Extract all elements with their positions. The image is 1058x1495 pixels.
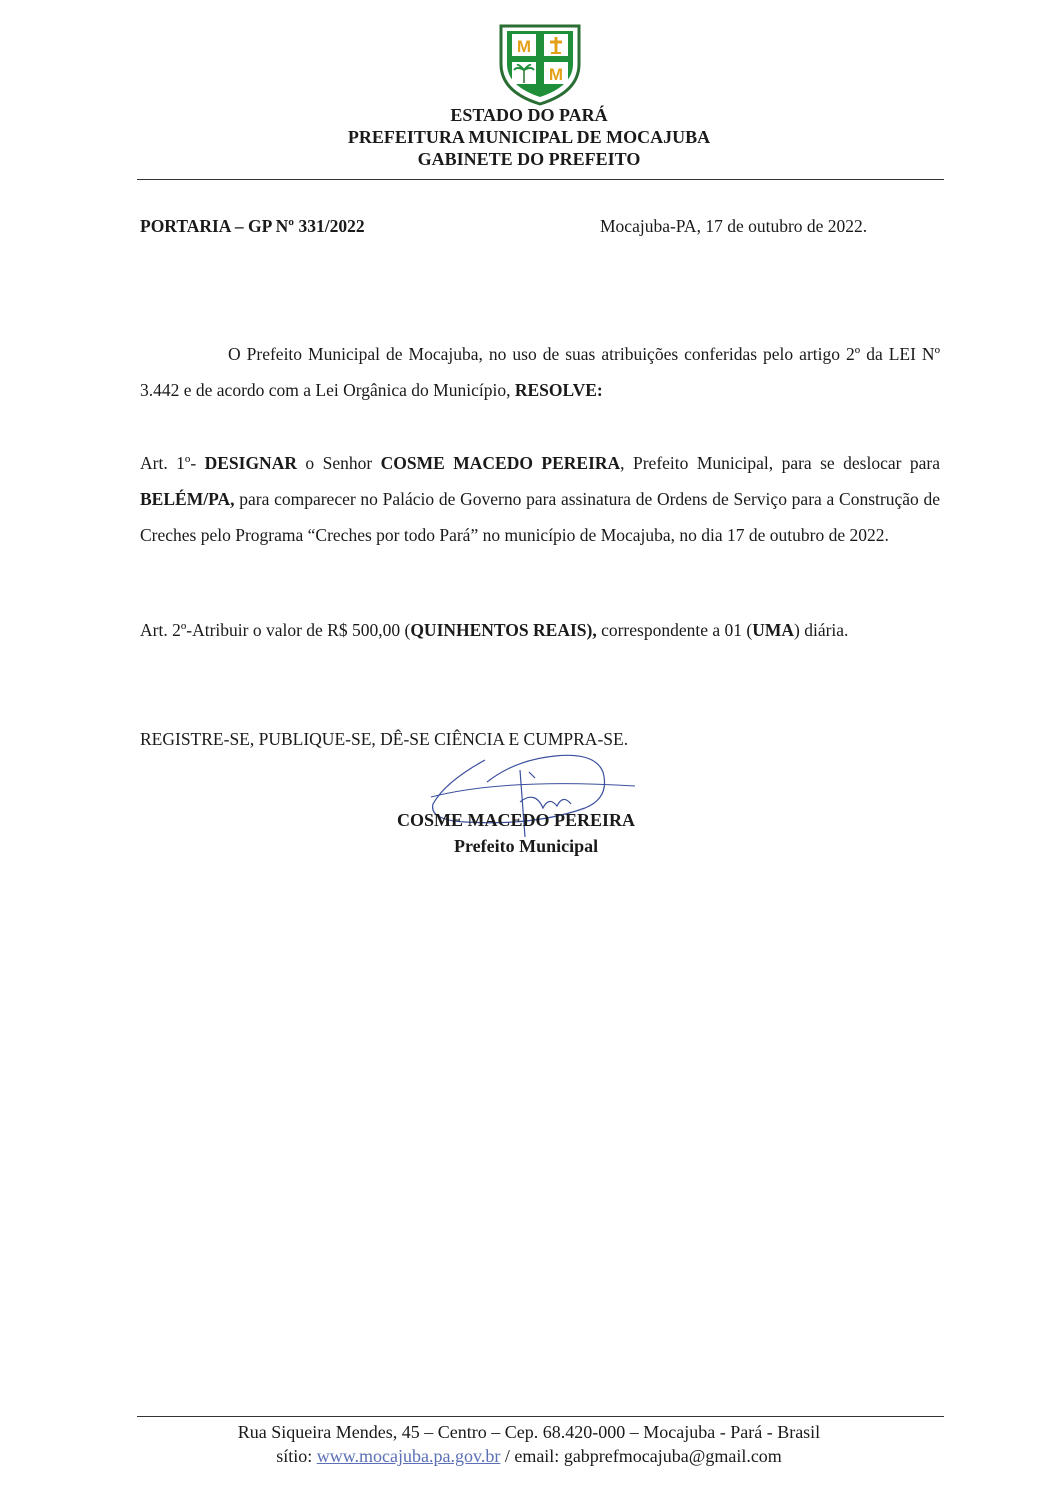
document-header	[0, 104, 1058, 170]
footer-contact	[0, 1446, 1058, 1467]
art2-qty: UMA	[752, 620, 794, 640]
footer-divider	[137, 1416, 944, 1417]
art1-prefix: Art. 1º-	[140, 453, 205, 473]
crest-letter-top: M	[516, 37, 532, 56]
header-prefecture: PREFEITURA MUNICIPAL DE MOCAJUBA	[347, 127, 711, 147]
footer-site-label: sítio:	[276, 1446, 317, 1466]
header-office: GABINETE DO PREFEITO	[417, 149, 641, 169]
art1-text-2: , Prefeito Municipal, para se deslocar para	[620, 453, 940, 473]
footer-email-label: / email:	[500, 1446, 564, 1466]
portaria-date: Mocajuba-PA, 17 de outubro de 2022.	[600, 216, 868, 236]
preamble-paragraph	[140, 336, 940, 408]
preamble-resolve: RESOLVE:	[514, 380, 603, 400]
art1-text-1: o Senhor	[296, 453, 381, 473]
article-2-paragraph	[140, 612, 940, 648]
footer-site-link[interactable]: www.mocajuba.pa.gov.br	[316, 1446, 501, 1466]
footer-address: Rua Siqueira Mendes, 45 – Centro – Cep. 68.420-000 – Mocajuba - Pará - Brasil	[237, 1422, 821, 1442]
footer-email: gabprefmocajuba@gmail.com	[563, 1446, 782, 1466]
header-state: ESTADO DO PARÁ	[450, 105, 608, 125]
article-1-paragraph	[140, 445, 940, 553]
header-divider	[137, 179, 944, 180]
art2-text-1: Art. 2º-Atribuir o valor de R$ 500,00 (	[140, 620, 411, 640]
signatory-name: COSME MACEDO PEREIRA	[397, 810, 636, 830]
municipal-crest-logo	[497, 20, 583, 106]
art1-verb: DESIGNAR	[204, 453, 297, 473]
art1-place: BELÉM/PA,	[140, 489, 235, 509]
portaria-number: PORTARIA – GP Nº 331/2022	[140, 216, 365, 236]
preamble-text: O Prefeito Municipal de Mocajuba, no uso de suas atribuições conferidas pelo artigo 2º da LEI Nº 3.442 e de acordo com a Lei Orgânica do Município,	[140, 344, 940, 400]
art1-text-3: para comparecer no Palácio de Governo para assinatura de Ordens de Serviço para a Construção de Creches pelo Programa “Creches por todo Pará” no município de Mocajuba, no dia 17 de outubro de 2022.	[140, 489, 940, 545]
art2-amount: QUINHENTOS REAIS),	[410, 620, 597, 640]
signatory-role: Prefeito Municipal	[454, 836, 599, 856]
art1-name: COSME MACEDO PEREIRA	[380, 453, 621, 473]
art2-text-2: correspondente a 01 (	[596, 620, 753, 640]
crest-letter-bottom: M	[548, 65, 564, 84]
closing-formula: REGISTRE-SE, PUBLIQUE-SE, DÊ-SE CIÊNCIA E CUMPRA-SE.	[140, 729, 629, 749]
art2-text-3: ) diária.	[794, 620, 849, 640]
